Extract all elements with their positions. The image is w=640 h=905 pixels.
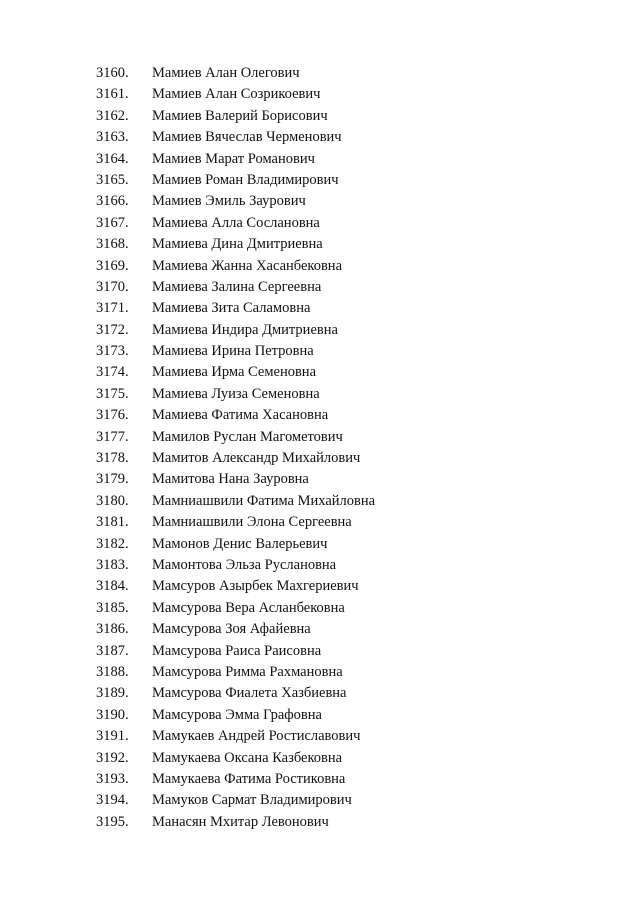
entry-number: 3163. [96,129,129,146]
list-item [96,149,596,170]
list-item [96,769,596,790]
entry-name: Мамсуров Азырбек Махгериевич [152,578,359,595]
name-list [96,63,596,833]
entry-name: Мамитов Александр Михайлович [152,450,361,467]
entry-number: 3174. [96,364,129,381]
entry-number: 3193. [96,770,129,787]
entry-number: 3168. [96,236,129,253]
entry-name: Мамиева Индира Дмитриевна [152,321,338,338]
entry-name: Мамукаева Оксана Казбековна [152,749,343,766]
entry-name: Мамиев Роман Владимирович [152,171,339,188]
list-item [96,512,596,533]
entry-number: 3166. [96,193,129,210]
list-item [96,84,596,105]
list-item [96,298,596,319]
entry-number: 3165. [96,171,129,188]
entry-name: Мамиев Вячеслав Черменович [152,129,342,146]
entry-number: 3186. [96,621,129,638]
list-item [96,405,596,426]
entry-number: 3173. [96,343,129,360]
entry-number: 3194. [96,792,129,809]
entry-number: 3167. [96,214,129,231]
entry-number: 3164. [96,150,129,167]
list-item [96,427,596,448]
entry-number: 3175. [96,385,129,402]
list-item [96,448,596,469]
entry-number: 3169. [96,257,129,274]
list-item [96,341,596,362]
entry-number: 3171. [96,300,129,317]
entry-name: Мамитова Нана Зауровна [152,471,309,488]
entry-number: 3195. [96,813,129,830]
entry-number: 3190. [96,706,129,723]
entry-name: Мамиева Ирма Семеновна [152,364,317,381]
list-item [96,362,596,383]
entry-name: Мамиев Алан Созрикоевич [152,86,321,103]
entry-number: 3170. [96,278,129,295]
entry-name: Мамиева Дина Дмитриевна [152,236,323,253]
list-item [96,576,596,597]
entry-name: Мамиева Зита Саламовна [152,300,311,317]
entry-name: Мамсурова Раиса Раисовна [152,642,322,659]
list-item [96,63,596,84]
entry-name: Мамиева Луиза Семеновна [152,385,320,402]
list-item [96,170,596,191]
entry-name: Мамукаева Фатима Ростиковна [152,770,346,787]
entry-number: 3183. [96,556,129,573]
entry-name: Мамиева Ирина Петровна [152,343,314,360]
entry-name: Мамиев Марат Романович [152,150,315,167]
entry-name: Мамукаев Андрей Ростиславович [152,728,361,745]
entry-number: 3172. [96,321,129,338]
list-item [96,277,596,298]
entry-number: 3185. [96,599,129,616]
list-item [96,555,596,576]
entry-number: 3160. [96,65,129,81]
entry-number: 3178. [96,450,129,467]
entry-name: Мамиева Алла Сослановна [152,214,320,231]
entry-number: 3179. [96,471,129,488]
entry-number: 3191. [96,728,129,745]
entry-number: 3184. [96,578,129,595]
entry-name: Мамиев Эмиль Заурович [152,193,306,210]
entry-number: 3181. [96,514,129,531]
entry-number: 3177. [96,428,129,445]
list-item [96,320,596,341]
list-item [96,234,596,255]
entry-name: Мамсурова Зоя Афайевна [152,621,311,638]
list-item [96,127,596,148]
list-item [96,534,596,555]
entry-name: Манасян Мхитар Левонович [152,813,329,830]
entry-number: 3180. [96,492,129,509]
entry-number: 3188. [96,663,129,680]
entry-name: Мамсурова Фиалета Хазбиевна [152,685,347,702]
entry-number: 3189. [96,685,129,702]
entry-name: Мамиев Алан Олегович [152,65,300,81]
list-item [96,384,596,405]
list-item [96,790,596,811]
entry-name: Мамиева Залина Сергеевна [152,278,322,295]
list-item [96,641,596,662]
entry-number: 3187. [96,642,129,659]
list-item [96,106,596,127]
list-item [96,469,596,490]
entry-name: Мамилов Руслан Магометович [152,428,343,445]
entry-name: Мамиев Валерий Борисович [152,107,328,124]
entry-number: 3162. [96,107,129,124]
list-item [96,726,596,747]
entry-name: Мамсурова Эмма Графовна [152,706,322,723]
list-item [96,748,596,769]
entry-name: Мамсурова Римма Рахмановна [152,663,343,680]
list-item [96,683,596,704]
list-item [96,256,596,277]
list-item [96,812,596,833]
entry-number: 3161. [96,86,129,103]
list-item [96,191,596,212]
entry-name: Мамиева Фатима Хасановна [152,407,329,424]
list-item [96,491,596,512]
entry-name: Мамонтова Эльза Руслановна [152,556,337,573]
entry-name: Мамниашвили Фатима Михайловна [152,492,376,509]
entry-number: 3192. [96,749,129,766]
entry-name: Мамсурова Вера Асланбековна [152,599,345,616]
entry-number: 3176. [96,407,129,424]
entry-name: Мамниашвили Элона Сергеевна [152,514,352,531]
entry-name: Мамуков Сармат Владимирович [152,792,352,809]
entry-number: 3182. [96,535,129,552]
entry-name: Мамонов Денис Валерьевич [152,535,328,552]
list-item [96,662,596,683]
list-item [96,619,596,640]
entry-name: Мамиева Жанна Хасанбековна [152,257,343,274]
list-item [96,598,596,619]
list-item [96,213,596,234]
list-item [96,705,596,726]
